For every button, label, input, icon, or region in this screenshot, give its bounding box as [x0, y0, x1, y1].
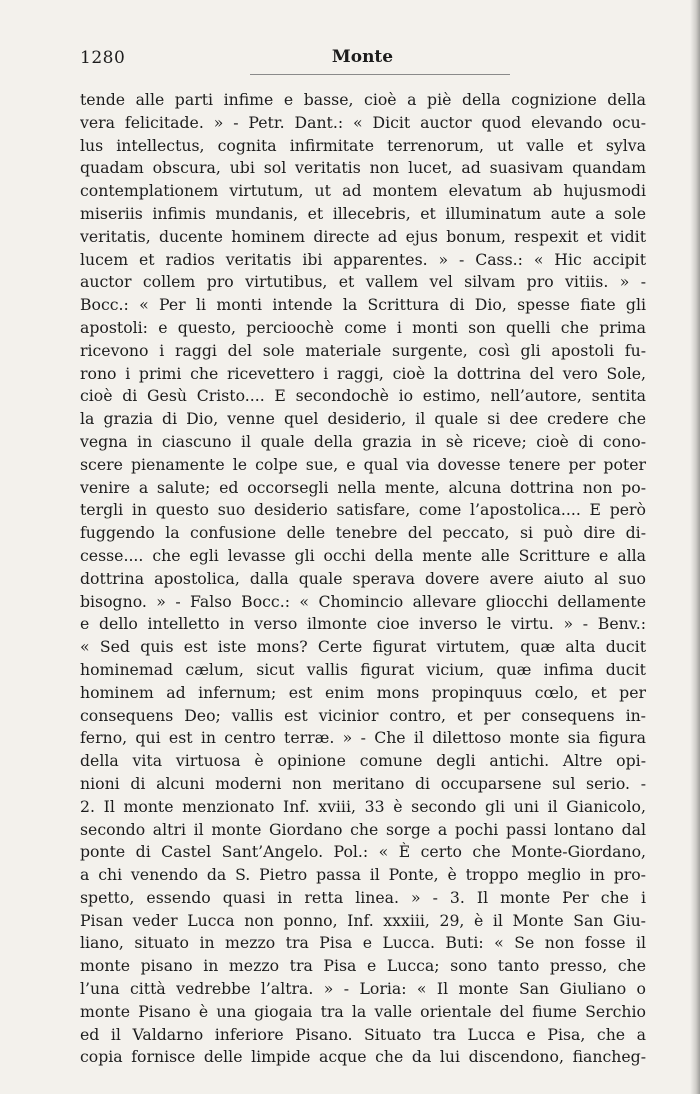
text-line: bisogno. » - Falso Bocc.: « Chomincio allevare gliocchi dellamente: [80, 591, 646, 611]
text-line: cioè di Gesù Cristo.... E secondochè io estimo, nell’autore, sentita: [80, 386, 646, 406]
text-line: hominemad cælum, sicut vallis figurat vicium, quæ infima ducit: [80, 659, 646, 679]
text-line: scere pienamente le colpe sue, e qual via dovesse tenere per poter: [80, 454, 646, 474]
text-line: Pisan veder Lucca non ponno, Inf. xxxiii, 29, è il Monte San Giu-: [80, 910, 646, 930]
header-rule: [250, 74, 510, 75]
text-line: consequens Deo; vallis est vicinior contro, et per consequens in-: [80, 705, 646, 725]
text-line: miseriis infimis mundanis, et illecebris, et illuminatum aute a sole: [80, 203, 646, 223]
text-line: ponte di Castel Sant’Angelo. Pol.: « È certo che Monte-Giordano,: [80, 842, 646, 862]
text-line: tergli in questo suo desiderio satisfare, come l’apostolica.... E però: [80, 500, 646, 520]
text-line: hominem ad infernum; est enim mons propinquus cœlo, et per: [80, 682, 646, 702]
text-line: della vita virtuosa è opinione comune degli antichi. Altre opi-: [80, 751, 646, 771]
page-edge-shadow: [690, 0, 700, 1094]
text-line: veritatis, ducente hominem directe ad ejus bonum, respexit et vidit: [80, 226, 646, 246]
text-line: spetto, essendo quasi in retta linea. » - 3. Il monte Per che i: [80, 887, 646, 907]
running-head: [80, 44, 645, 74]
text-line: auctor collem pro virtutibus, et vallem vel silvam pro vitiis. » -: [80, 272, 646, 292]
text-line: monte Pisano è una giogaia tra la valle orientale del fiume Serchio: [80, 1001, 646, 1021]
text-line: tende alle parti infime e basse, cioè a piè della cognizione della: [80, 90, 646, 109]
text-line: copia fornisce delle limpide acque che da lui discendono, fiancheg-: [80, 1047, 646, 1067]
text-line: ferno, qui est in centro terræ. » - Che il dilettoso monte sia figura: [80, 728, 646, 748]
body-text: [80, 89, 646, 1069]
text-line: vera felicitade. » - Petr. Dant.: « Dicit auctor quod elevando ocu-: [80, 112, 646, 132]
text-line: secondo altri il monte Giordano che sorge a pochi passi lontano dal: [80, 819, 646, 839]
text-line: 2. Il monte menzionato Inf. xviii, 33 è secondo gli uni il Gianicolo,: [80, 796, 646, 816]
page-title: Monte: [331, 47, 394, 67]
text-line: ed il Valdarno inferiore Pisano. Situato tra Lucca e Pisa, che a: [80, 1024, 646, 1044]
text-line: e dello intelletto in verso ilmonte cioe inverso le virtu. » - Benv.:: [80, 614, 646, 634]
text-line: « Sed quis est iste mons? Certe figurat virtutem, quæ alta ducit: [80, 637, 646, 657]
text-line: cesse.... che egli levasse gli occhi della mente alle Scritture e alla: [80, 545, 646, 565]
page-number: 1280: [80, 48, 126, 68]
text-line: dottrina apostolica, dalla quale sperava dovere avere aiuto al suo: [80, 568, 646, 588]
text-line: nioni di alcuni moderni non meritano di occuparsene sul serio. -: [80, 773, 646, 793]
text-line: vegna in ciascuno il quale della grazia in sè riceve; cioè di cono-: [80, 431, 646, 451]
text-line: Bocc.: « Per li monti intende la Scrittura di Dio, spesse fiate gli: [80, 295, 646, 315]
text-line: lus intellectus, cognita infirmitate terrenorum, ut valle et sylva: [80, 135, 646, 155]
text-line: quadam obscura, ubi sol veritatis non lucet, ad suasivam quandam: [80, 158, 646, 178]
text-line: la grazia di Dio, venne quel desiderio, il quale si dee credere che: [80, 409, 646, 429]
text-line: contemplationem virtutum, ut ad montem elevatum ab hujusmodi: [80, 181, 646, 201]
text-line: l’una città vedrebbe l’altra. » - Loria: « Il monte San Giuliano o: [80, 979, 646, 999]
text-line: liano, situato in mezzo tra Pisa e Lucca. Buti: « Se non fosse il: [80, 933, 646, 953]
text-line: monte pisano in mezzo tra Pisa e Lucca; sono tanto presso, che: [80, 956, 646, 976]
text-line: ricevono i raggi del sole materiale surgente, così gli apostoli fu-: [80, 340, 646, 360]
text-line: a chi venendo da S. Pietro passa il Ponte, è troppo meglio in pro-: [80, 865, 646, 885]
text-line: apostoli: e questo, percioochè come i monti son quelli che prima: [80, 317, 646, 337]
text-line: rono i primi che ricevettero i raggi, cioè la dottrina del vero Sole,: [80, 363, 646, 383]
text-line: lucem et radios veritatis ibi apparentes. » - Cass.: « Hic accipit: [80, 249, 646, 269]
text-line: fuggendo la confusione delle tenebre del peccato, si può dire di-: [80, 523, 646, 543]
text-line: venire a salute; ed occorsegli nella mente, alcuna dottrina non po-: [80, 477, 646, 497]
